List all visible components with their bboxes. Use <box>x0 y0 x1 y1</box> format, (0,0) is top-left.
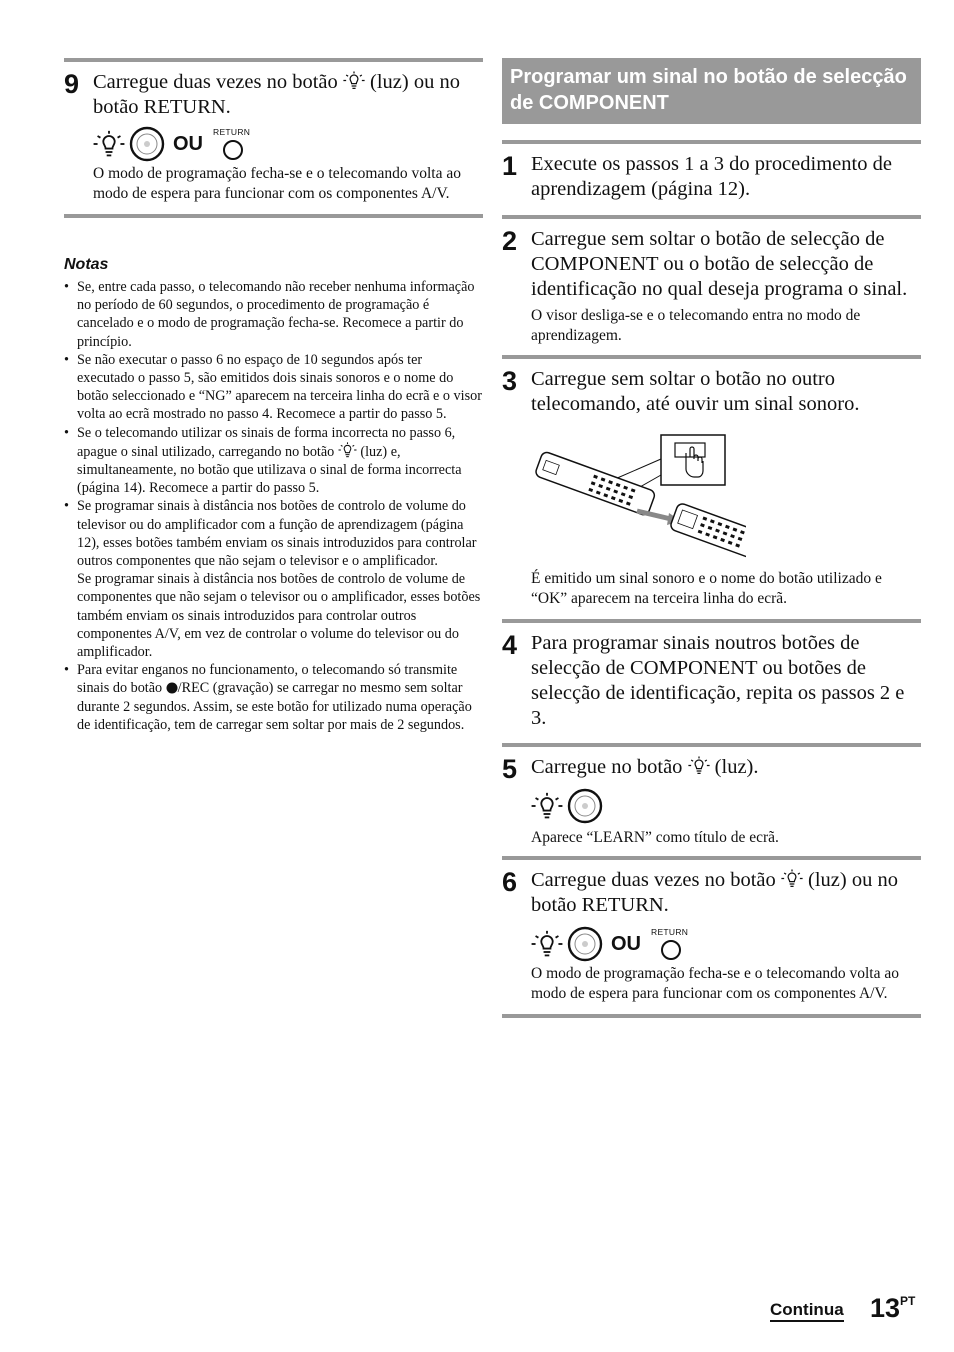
step-text: Carregue sem soltar o botão de selecção de COMPONENT ou o botão de selecção de identificação no qual deseja programa o sinal. <box>531 228 908 300</box>
note-text: /REC (gravação) se carregar no mesmo sem soltar durante 2 segundos. Assim, se este botão for utilizado numa operação de identificação, tem de carregar sem soltar por mais de 2 segundos. <box>77 680 472 733</box>
page-number-value: 13 <box>870 1293 901 1323</box>
step-rule <box>502 619 921 623</box>
jog-dial-icon <box>567 788 603 824</box>
step-note: Aparece “LEARN” como título de ecrã. <box>531 829 779 846</box>
light-bulb-icon <box>338 442 357 458</box>
or-label: OU <box>173 132 203 155</box>
step-4 <box>502 631 921 731</box>
step-6 <box>502 868 921 1004</box>
remote-illustration <box>531 431 921 563</box>
light-bulb-icon <box>93 130 125 158</box>
light-bulb-icon <box>781 869 803 888</box>
right-column <box>502 0 921 1018</box>
page-number <box>870 1293 915 1324</box>
remote-teaching-illustration <box>531 431 746 563</box>
step-text-part: (luz) ou no botão RETURN. <box>531 869 898 916</box>
step-rule <box>502 856 921 860</box>
step-text <box>531 755 921 780</box>
step-number: 1 <box>502 151 518 181</box>
step-number: 3 <box>502 366 518 396</box>
step-2 <box>502 227 921 346</box>
return-circle-icon <box>660 939 682 961</box>
note-text: Se o telecomando utilizar os sinais de forma incorrecta no passo 6, apague o sinal utilizado, carregando no botão <box>77 424 456 460</box>
note-item <box>64 278 483 351</box>
notes-title: Notas <box>64 256 109 273</box>
step-text-part: (luz). <box>714 756 759 778</box>
return-label: RETURN <box>651 927 689 937</box>
step-number: 6 <box>502 867 518 897</box>
button-illustration <box>531 788 921 824</box>
step-1 <box>502 152 921 202</box>
step-text-part: Carregue duas vezes no botão <box>531 869 776 891</box>
or-label: OU <box>611 932 641 955</box>
step-note: O modo de programação fecha-se e o telecomando volta ao modo de espera para funcionar com os componentes A/V. <box>93 165 461 202</box>
note-text: Para evitar enganos no funcionamento, o telecomando só transmite sinais do botão <box>77 662 458 697</box>
notes-section <box>64 256 483 734</box>
step-rule <box>64 58 483 62</box>
light-bulb-icon <box>531 930 563 958</box>
return-button-icon <box>213 127 257 161</box>
step-text-part: Carregue no botão <box>531 756 683 778</box>
note-text: Se, entre cada passo, o telecomando não receber nenhuma informação no período de 60 segundos, o procedimento de programação é cancelado e o modo de programação fecha-se. Recomece a partir do princípio. <box>77 279 475 350</box>
step-text <box>531 868 921 918</box>
step-number: 9 <box>64 69 80 99</box>
jog-dial-icon <box>129 126 165 162</box>
note-text: Se não executar o passo 6 no espaço de 10 segundos após ter executado o passo 5, são emitidos dois sinais sonoros e o nome do botão seleccionado e “NG” aparecem na terceira linha do ecrã e o visor volta ao ecrã mostrado no passo 4. Recomece a partir do passo 5. <box>77 351 482 423</box>
step-9 <box>64 70 483 204</box>
section-banner: Programar um sinal no botão de selecção de COMPONENT <box>502 58 921 124</box>
step-text <box>93 70 483 120</box>
light-bulb-icon <box>343 71 365 90</box>
note-item <box>64 661 483 734</box>
step-text: Carregue sem soltar o botão no outro telecomando, até ouvir um sinal sonoro. <box>531 368 860 415</box>
step-rule <box>502 140 921 144</box>
step-rule <box>502 743 921 747</box>
step-rule <box>502 215 921 219</box>
step-rule <box>502 1014 921 1018</box>
record-dot-icon <box>166 682 178 694</box>
continue-label: Continua <box>770 1300 844 1322</box>
step-text: Execute os passos 1 a 3 do procedimento de aprendizagem (página 12). <box>531 153 892 200</box>
step-number: 4 <box>502 630 518 660</box>
notes-list <box>64 278 483 734</box>
left-column <box>64 0 483 734</box>
step-3 <box>502 367 921 609</box>
note-item <box>64 497 483 661</box>
step-note: O modo de programação fecha-se e o telecomando volta ao modo de espera para funcionar com os componentes A/V. <box>531 965 899 1002</box>
return-label: RETURN <box>213 127 251 137</box>
step-text-part: Carregue duas vezes no botão <box>93 71 338 93</box>
step-number: 2 <box>502 226 518 256</box>
step-text-part: (luz) ou no botão RETURN. <box>93 71 460 118</box>
step-number: 5 <box>502 754 518 784</box>
note-text: Se programar sinais à distância nos botões de controlo de volume do televisor ou do amplificador com a função de aprendizagem (página 12), esses botões também enviam os sinais introduzidos para controlar outros componentes que não sejam o televisor e o amplificador. <box>77 498 477 570</box>
light-bulb-icon <box>531 792 563 820</box>
return-button-icon <box>651 927 695 961</box>
light-bulb-icon <box>688 756 710 775</box>
step-text: Para programar sinais noutros botões de selecção de COMPONENT ou botões de selecção de identificação, repita os passos 2 e 3. <box>531 632 905 729</box>
button-illustration <box>93 126 483 162</box>
step-rule <box>502 355 921 359</box>
step-note: O visor desliga-se e o telecomando entra no modo de aprendizagem. <box>531 307 861 344</box>
note-item <box>64 424 483 498</box>
button-illustration <box>531 926 921 962</box>
note-text: (luz) e, simultaneamente, no botão que utilizava o sinal de forma incorrecta (página 14). Recomece a partir do passo 5. <box>77 443 462 497</box>
step-5 <box>502 755 921 848</box>
jog-dial-icon <box>567 926 603 962</box>
page-number-suffix: PT <box>900 1294 916 1308</box>
return-circle-icon <box>222 139 244 161</box>
step-rule <box>64 214 483 218</box>
note-item <box>64 351 483 424</box>
step-note: É emitido um sinal sonoro e o nome do botão utilizado e “OK” aparecem na terceira linha do ecrã. <box>531 570 882 607</box>
note-text: Se programar sinais à distância nos botões de controlo de volume de componentes que não sejam o televisor ou o amplificador, esses botões também enviam os sinais introduzidos para controlar outros componentes A/V, em vez de controlar o volume do televisor ou do amplificador. <box>77 571 481 661</box>
